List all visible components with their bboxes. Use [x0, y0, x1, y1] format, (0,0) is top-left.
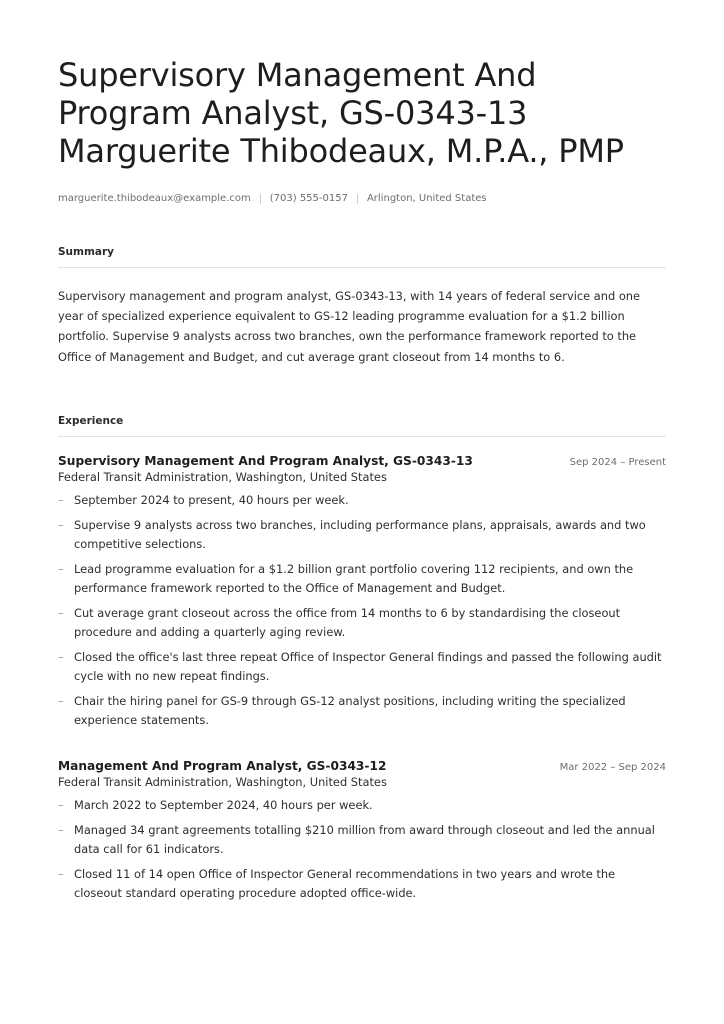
bullet-dash: – — [58, 649, 64, 664]
bullet-dash: – — [58, 493, 64, 507]
phone-number[interactable]: (703) 555-0157 — [269, 193, 348, 204]
job-organization: Federal Transit Administration, Washington, United States — [58, 470, 387, 484]
bullet-item — [58, 821, 666, 860]
title-line-2: Program Analyst, GS-0343-13 — [58, 94, 528, 132]
job-title: Supervisory Management And Program Analyst, GS-0343-13 — [58, 454, 473, 468]
bullet-text: Chair the hiring panel for GS-9 through GS-12 analyst positions, including writing the specialized experience statements. — [74, 693, 626, 727]
bullet-item — [58, 604, 666, 643]
summary-text: Supervisory management and program analyst, GS-0343-13, with 14 years of federal service and one year of specialized experience equivalent to GS-12 leading programme evaluation for a $1.2 billion portfolio. Supervise 9 analysts across two branches, own the performance framework reported to the Office of Management and Budget, and cut average grant closeout from 14 months to 6. — [58, 289, 641, 364]
location-text: Arlington, United States — [366, 193, 487, 204]
candidate-name: Marguerite Thibodeaux, M.P.A., PMP — [58, 132, 624, 170]
bullet-text: Supervise 9 analysts across two branches, including performance plans, appraisals, awards and two competitive selections. — [74, 517, 646, 551]
job-dates: Sep 2024 – Present — [569, 457, 666, 468]
bullet-text: September 2024 to present, 40 hours per week. — [74, 493, 349, 507]
bullet-dash: – — [58, 866, 64, 881]
contact-divider — [357, 194, 358, 204]
job-entry — [58, 454, 666, 736]
bullet-item — [58, 491, 666, 511]
bullet-text: Cut average grant closeout across the office from 14 months to 6 by standardising the closeout procedure and adding a quarterly aging review. — [74, 605, 621, 639]
bullet-text: March 2022 to September 2024, 40 hours per week. — [74, 798, 373, 812]
bullet-dash: – — [58, 822, 64, 837]
bullet-dash: – — [58, 605, 64, 620]
experience-heading: Experience — [58, 415, 666, 437]
bullet-text: Managed 34 grant agreements totalling $210 million from award through closeout and led the annual data call for 61 indicators. — [74, 822, 655, 856]
contact-divider — [260, 194, 261, 204]
job-bullets — [58, 796, 666, 904]
bullet-item — [58, 516, 666, 555]
summary-heading: Summary — [58, 246, 666, 268]
bullet-text: Closed 11 of 14 open Office of Inspector General recommendations in two years and wrote the closeout standard operating procedure adopted office-wide. — [74, 866, 616, 900]
job-header — [58, 454, 666, 468]
email-link[interactable]: marguerite.thibodeaux@example.com — [58, 193, 251, 204]
bullet-item — [58, 560, 666, 599]
bullet-item — [58, 692, 666, 731]
job-organization: Federal Transit Administration, Washington, United States — [58, 775, 387, 789]
job-title: Management And Program Analyst, GS-0343-12 — [58, 759, 387, 773]
bullet-item — [58, 648, 666, 687]
title-line-1: Supervisory Management And — [58, 56, 537, 94]
contact-bar — [58, 193, 487, 204]
job-header — [58, 759, 666, 773]
resume-title — [58, 56, 698, 170]
bullet-dash: – — [58, 561, 64, 576]
bullet-dash: – — [58, 517, 64, 532]
bullet-text: Closed the office's last three repeat Office of Inspector General findings and passed the following audit cycle with no new repeat findings. — [74, 649, 662, 683]
job-dates: Mar 2022 – Sep 2024 — [559, 762, 666, 773]
bullet-dash: – — [58, 693, 64, 708]
bullet-item — [58, 865, 666, 904]
bullet-item — [58, 796, 666, 816]
job-entry — [58, 759, 666, 909]
bullet-text: Lead programme evaluation for a $1.2 billion grant portfolio covering 112 recipients, and own the performance framework reported to the Office of Management and Budget. — [74, 561, 634, 595]
job-bullets — [58, 491, 666, 731]
bullet-dash: – — [58, 798, 64, 812]
